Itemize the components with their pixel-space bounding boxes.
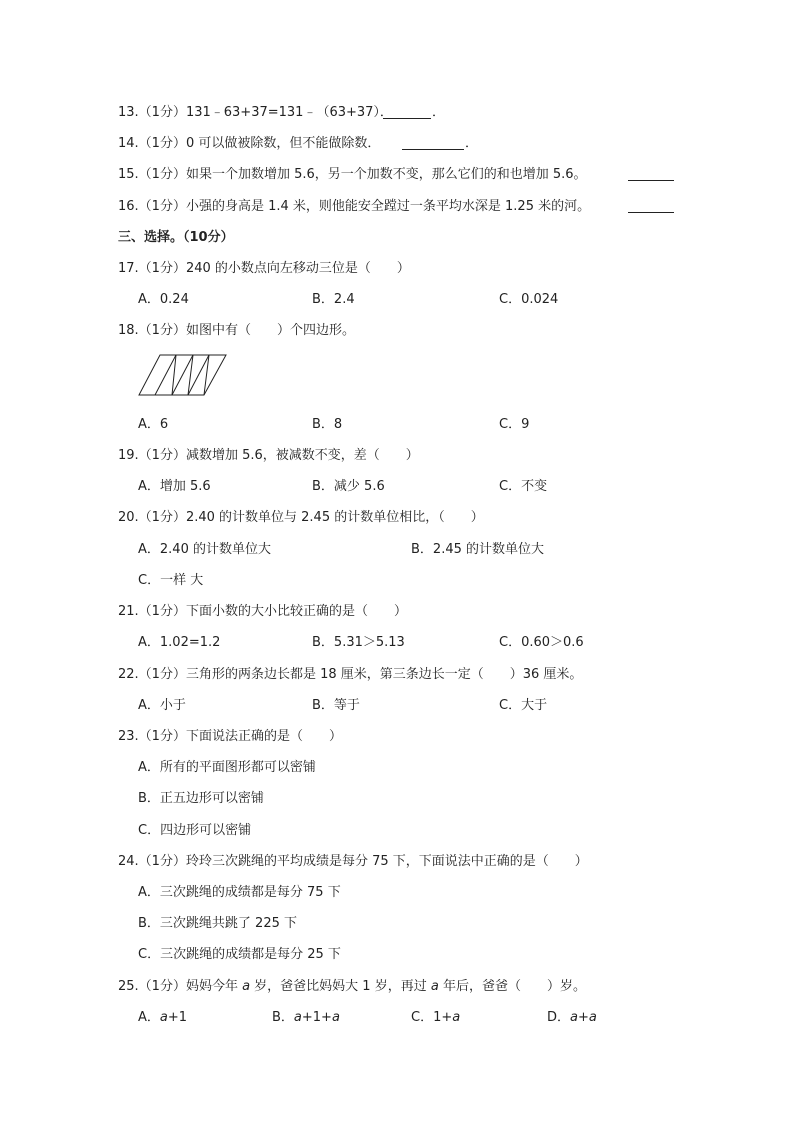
question-22-option-a[interactable]: A．小于 <box>138 698 186 713</box>
question-13 <box>118 104 393 122</box>
question-18-option-c[interactable]: C．9 <box>499 417 530 432</box>
question-13-text: 13.（1分）131﹣63+37=131﹣（63+37）． <box>118 105 393 120</box>
question-19-stem: 19.（1分）减数增加 5.6，被减数不变，差（ ） <box>118 448 419 463</box>
answer-blank-13[interactable] <box>383 104 431 119</box>
figure-diagonal-3 <box>204 355 209 395</box>
question-24-stem: 24.（1分）玲玲三次跳绳的平均成绩是每分 75 下，下面说法中正确的是（ ） <box>118 854 588 869</box>
figure-diagonal-2 <box>188 355 193 395</box>
variable-a: a <box>588 1010 597 1025</box>
section-heading: 三、选择。（10分） <box>118 230 234 245</box>
answer-blank-15[interactable] <box>628 166 674 181</box>
figure-divider-3 <box>188 355 209 395</box>
question-22-option-b[interactable]: B．等于 <box>312 698 360 713</box>
question-17-option-b[interactable]: B．2.4 <box>312 292 355 307</box>
option-label: A． <box>138 1010 160 1025</box>
question-13-tail: ． <box>432 105 446 120</box>
question-19-option-c[interactable]: C．不变 <box>499 479 548 494</box>
option-label: B． <box>272 1010 294 1025</box>
variable-a: a <box>331 1010 340 1025</box>
question-25-option-c[interactable] <box>411 1009 460 1027</box>
question-22-stem: 22.（1分）三角形的两条边长都是 18 厘米，第三条边长一定（ ）36 厘米。 <box>118 667 583 682</box>
question-17-option-a[interactable]: A．0.24 <box>138 292 189 307</box>
question-20-option-c[interactable]: C．一样 大 <box>138 573 204 588</box>
question-16 <box>118 198 590 216</box>
question-14-text: 14.（1分）0 可以做被除数，但不能做除数． <box>118 136 381 151</box>
question-24-option-b[interactable]: B．三次跳绳共跳了 225 下 <box>138 916 297 931</box>
answer-blank-14[interactable] <box>402 135 464 150</box>
question-25-stem-part: 年后，爸爸（ ）岁。 <box>438 979 586 994</box>
question-25-stem <box>118 978 586 996</box>
question-25-stem-part: 岁，爸爸比妈妈大 1 岁，再过 <box>250 979 431 994</box>
question-21-option-a[interactable]: A．1.02=1.2 <box>138 635 221 650</box>
question-15 <box>118 166 587 184</box>
question-15-text: 15.（1分）如果一个加数增加 5.6，另一个加数不变，那么它们的和也增加 5.6。 <box>118 167 587 182</box>
question-19-option-a[interactable]: A．增加 5.6 <box>138 479 211 494</box>
question-25-option-a[interactable] <box>138 1009 187 1027</box>
question-18-option-b[interactable]: B．8 <box>312 417 343 432</box>
variable-a: a <box>570 1010 578 1025</box>
variable-a: a <box>159 1010 168 1025</box>
question-21-option-c[interactable]: C．0.60＞0.6 <box>499 635 584 650</box>
question-20-stem: 20.（1分）2.40 的计数单位与 2.45 的计数单位相比，（ ） <box>118 510 484 525</box>
option-label: C．1+ <box>411 1010 453 1025</box>
question-20-option-a[interactable]: A．2.40 的计数单位大 <box>138 542 271 557</box>
question-14 <box>118 135 380 153</box>
question-17-option-c[interactable]: C．0.024 <box>499 292 559 307</box>
question-17-stem: 17.（1分）240 的小数点向左移动三位是（ ） <box>118 261 410 276</box>
question-18-stem: 18.（1分）如图中有（ ）个四边形。 <box>118 323 355 338</box>
option-text: +1+ <box>301 1010 332 1025</box>
question-24-option-a[interactable]: A．三次跳绳的成绩都是每分 75 下 <box>138 885 341 900</box>
question-18-option-a[interactable]: A．6 <box>138 417 169 432</box>
question-14-tail: ． <box>465 136 479 151</box>
question-24-option-c[interactable]: C．三次跳绳的成绩都是每分 25 下 <box>138 947 341 962</box>
variable-a: a <box>430 979 439 994</box>
question-23-stem: 23.（1分）下面说法正确的是（ ） <box>118 729 342 744</box>
question-20-option-b[interactable]: B．2.45 的计数单位大 <box>411 542 544 557</box>
option-text: +1 <box>167 1010 188 1025</box>
question-16-text: 16.（1分）小强的身高是 1.4 米，则他能安全蹚过一条平均水深是 1.25 米的河。 <box>118 199 591 214</box>
answer-blank-16[interactable] <box>628 198 674 213</box>
question-23-option-c[interactable]: C．四边形可以密铺 <box>138 823 252 838</box>
variable-a: a <box>293 1010 302 1025</box>
question-23-option-b[interactable]: B．正五边形可以密铺 <box>138 791 264 806</box>
question-23-option-a[interactable]: A．所有的平面图形都可以密铺 <box>138 760 316 775</box>
variable-a: a <box>242 979 251 994</box>
question-22-option-c[interactable]: C．大于 <box>499 698 548 713</box>
question-21-stem: 21.（1分）下面小数的大小比较正确的是（ ） <box>118 604 407 619</box>
question-21-option-b[interactable]: B．5.31＞5.13 <box>312 635 405 650</box>
option-text: + <box>577 1010 589 1025</box>
option-label: D． <box>547 1010 571 1025</box>
variable-a: a <box>452 1010 461 1025</box>
question-25-option-b[interactable] <box>272 1009 340 1027</box>
question-25-option-d[interactable] <box>547 1009 597 1027</box>
question-25-stem-part: 25.（1分）妈妈今年 <box>118 979 243 994</box>
question-19-option-b[interactable]: B．减少 5.6 <box>312 479 385 494</box>
quadrilateral-figure <box>138 353 228 397</box>
